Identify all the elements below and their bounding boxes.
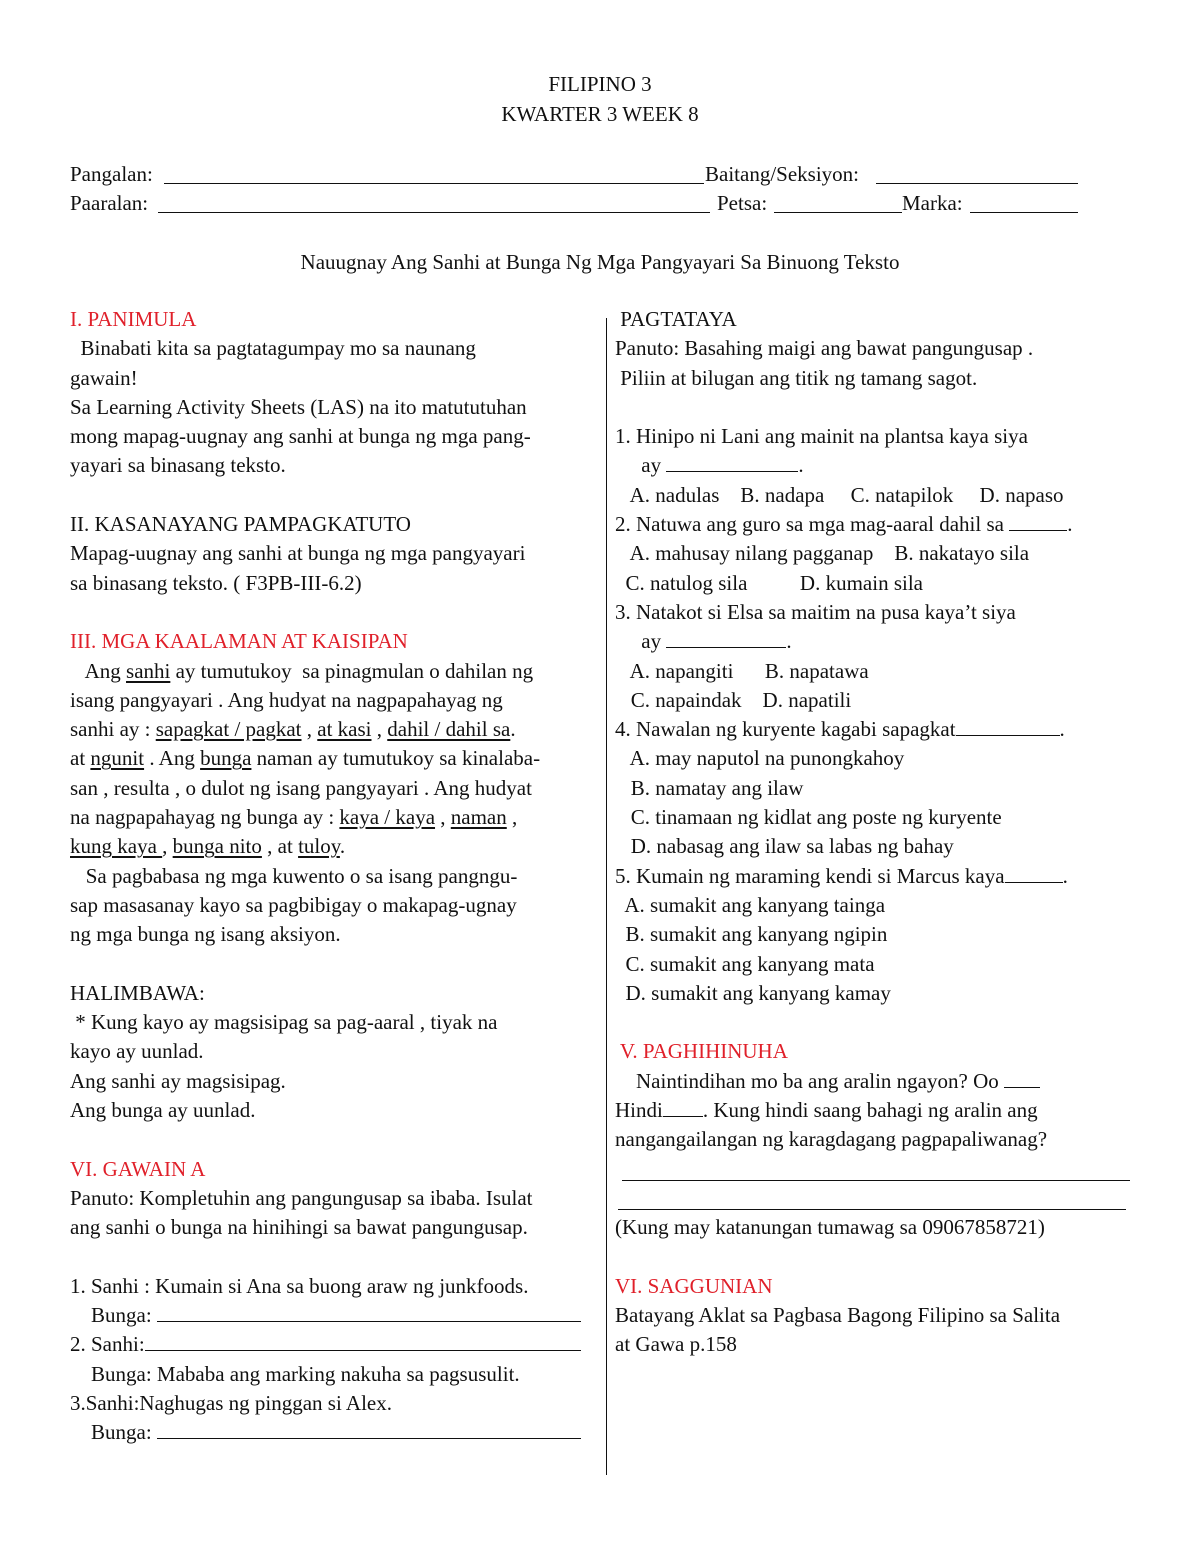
question: 4. Nawalan ng kuryente kagabi sapagkat . [615,717,1065,742]
question-options: B. namatay ang ilaw [615,775,804,800]
kaalaman-line: sap masasanay kayo sa pagbibigay o makapag-ugnay [70,892,517,917]
answer-blank[interactable] [157,1305,581,1322]
question-options: D. sumakit ang kanyang kamay [615,980,891,1005]
paghihinuha-answer-line[interactable] [618,1209,1126,1210]
gawain-instruction: Panuto: Kompletuhin ang pangungusap sa ibaba. Isulat [70,1185,533,1210]
section-heading-halimbawa: HALIMBAWA: [70,980,205,1005]
section-heading-kasanayan: II. KASANAYANG PAMPAGKATUTO [70,512,411,537]
school-field[interactable] [158,212,710,213]
gawain-item: Bunga: [70,1418,600,1447]
question-options: A. napangiti B. napatawa [615,658,869,683]
section-heading-gawain: VI. GAWAIN A [70,1156,206,1181]
question: ay . [615,629,792,654]
section-heading-panimula: I. PANIMULA [70,307,197,331]
kaalaman-line: na nagpapahayag ng bunga ay : kaya / kaya , naman , [70,805,518,830]
panimula-line: Binabati kita sa pagtatagumpay mo sa naunang [70,336,476,361]
question-options: C. tinamaan ng kidlat ang poste ng kuryente [615,805,1002,830]
kasanayan-line: sa binasang teksto. ( F3PB-III-6.2) [70,570,362,595]
halimbawa-line: * Kung kayo ay magsisipag sa pag-aaral , tiyak na [70,1010,498,1035]
question-options: A. may naputol na punongkahoy [615,746,905,771]
kaalaman-line: ng mga bunga ng isang aksiyon. [70,922,341,947]
answer-blank[interactable] [157,1422,581,1439]
panimula-line: gawain! [70,365,138,390]
column-divider [606,318,607,1475]
date-field[interactable] [774,212,902,213]
question-options: B. sumakit ang kanyang ngipin [615,922,888,947]
halimbawa-line: Ang bunga ay uunlad. [70,1098,256,1123]
score-label: Marka: [902,191,963,215]
gawain-item: Bunga: Mababa ang marking nakuha sa pagsusulit. [70,1361,520,1386]
panimula-line: Sa Learning Activity Sheets (LAS) na ito matututuhan [70,394,527,419]
right-column [615,305,1145,1360]
paghihinuha-answer-line[interactable] [622,1180,1130,1181]
gawain-item: 3.Sanhi:Naghugas ng pinggan si Alex. [70,1390,392,1415]
section-heading-paghihinuha: V. PAGHIHINUHA [615,1039,788,1064]
name-field[interactable] [164,183,704,184]
section-heading-kaalaman: III. MGA KAALAMAN AT KAISIPAN [70,629,408,654]
question: 2. Natuwa ang guro sa mga mag-aaral dahil sa . [615,512,1073,537]
oo-blank[interactable] [1004,1071,1040,1088]
kaalaman-line: san , resulta , o dulot ng isang pangyayari . Ang hudyat [70,775,532,800]
date-label: Petsa: [717,191,768,215]
paghihinuha-line: nangangailangan ng karagdagang pagpapaliwanag? [615,1127,1048,1152]
answer-blank[interactable] [666,631,786,648]
gawain-item: Bunga: [70,1301,600,1330]
halimbawa-line: kayo ay uunlad. [70,1039,204,1064]
name-label: Pangalan: [70,162,153,186]
kaalaman-line: sanhi ay : sapagkat / pagkat , at kasi , dahil / dahil sa. [70,717,516,742]
quarter-title: KWARTER 3 WEEK 8 [501,102,699,126]
answer-blank[interactable] [956,719,1060,736]
question: 3. Natakot si Elsa sa maitim na pusa kaya’t siya [615,599,1016,624]
sanggunian-line: Batayang Aklat sa Pagbasa Bagong Filipino sa Salita [615,1303,1061,1328]
question-options: A. nadulas B. nadapa C. natapilok D. napaso [615,482,1064,507]
panimula-line: mong mapag-uugnay ang sanhi at bunga ng mga pang- [70,424,531,449]
panimula-line: yayari sa binasang teksto. [70,453,286,478]
question-options: A. mahusay nilang pagganap B. nakatayo sila [615,541,1030,566]
kaalaman-line: kung kaya , bunga nito , at tuloy. [70,834,346,859]
score-field[interactable] [970,212,1078,213]
answer-blank[interactable] [1009,514,1067,531]
grade-field[interactable] [876,183,1078,184]
question: 5. Kumain ng maraming kendi si Marcus kaya . [615,863,1068,888]
grade-label: Baitang/Seksiyon: [705,162,859,186]
answer-blank[interactable] [1005,866,1063,883]
gawain-item: 1. Sanhi : Kumain si Ana sa buong araw ng junkfoods. [70,1273,529,1298]
school-label: Paaralan: [70,191,149,215]
hindi-blank[interactable] [663,1100,703,1117]
kaalaman-line: Ang sanhi ay tumutukoy sa pinagmulan o dahilan ng [70,658,534,683]
left-column [70,305,600,1448]
sanggunian-line: at Gawa p.158 [615,1332,737,1357]
lesson-title: Nauugnay Ang Sanhi at Bunga Ng Mga Pangyayari Sa Binuong Teksto [300,250,900,274]
kaalaman-line: isang pangyayari . Ang hudyat na nagpapahayag ng [70,687,503,712]
gawain-item: 2. Sanhi: [70,1330,600,1359]
question-options: A. sumakit ang kanyang tainga [615,892,886,917]
answer-blank[interactable] [666,455,798,472]
paghihinuha-line: Hindi . Kung hindi saang bahagi ng aralin ang [615,1098,1038,1123]
question: 1. Hinipo ni Lani ang mainit na plantsa kaya siya [615,424,1028,449]
contact-line: (Kung may katanungan tumawag sa 09067858721) [615,1215,1045,1240]
question: ay . [615,453,804,478]
subject-title: FILIPINO 3 [548,72,652,96]
kaalaman-line: Sa pagbabasa ng mga kuwento o sa isang pangngu- [70,863,518,888]
section-heading-sanggunian: VI. SAGGUNIAN [615,1273,773,1298]
gawain-instruction: ang sanhi o bunga na hinihingi sa bawat pangungusap. [70,1215,528,1240]
question-options: D. nabasag ang ilaw sa labas ng bahay [615,834,954,859]
section-heading-pagtataya: PAGTATAYA [615,307,737,331]
pagtataya-instruction: Panuto: Basahing maigi ang bawat pangungusap . [615,336,1034,361]
kaalaman-line: at ngunit . Ang bunga naman ay tumutukoy sa kinalaba- [70,746,541,771]
paghihinuha-line: Naintindihan mo ba ang aralin ngayon? Oo [615,1067,1145,1096]
halimbawa-line: Ang sanhi ay magsisipag. [70,1068,286,1093]
kasanayan-line: Mapag-uugnay ang sanhi at bunga ng mga pangyayari [70,541,526,566]
question-options: C. sumakit ang kanyang mata [615,951,875,976]
question-options: C. natulog sila D. kumain sila [615,570,923,595]
pagtataya-instruction: Piliin at bilugan ang titik ng tamang sagot. [615,365,978,390]
question-options: C. napaindak D. napatili [615,687,852,712]
answer-blank[interactable] [145,1334,581,1351]
